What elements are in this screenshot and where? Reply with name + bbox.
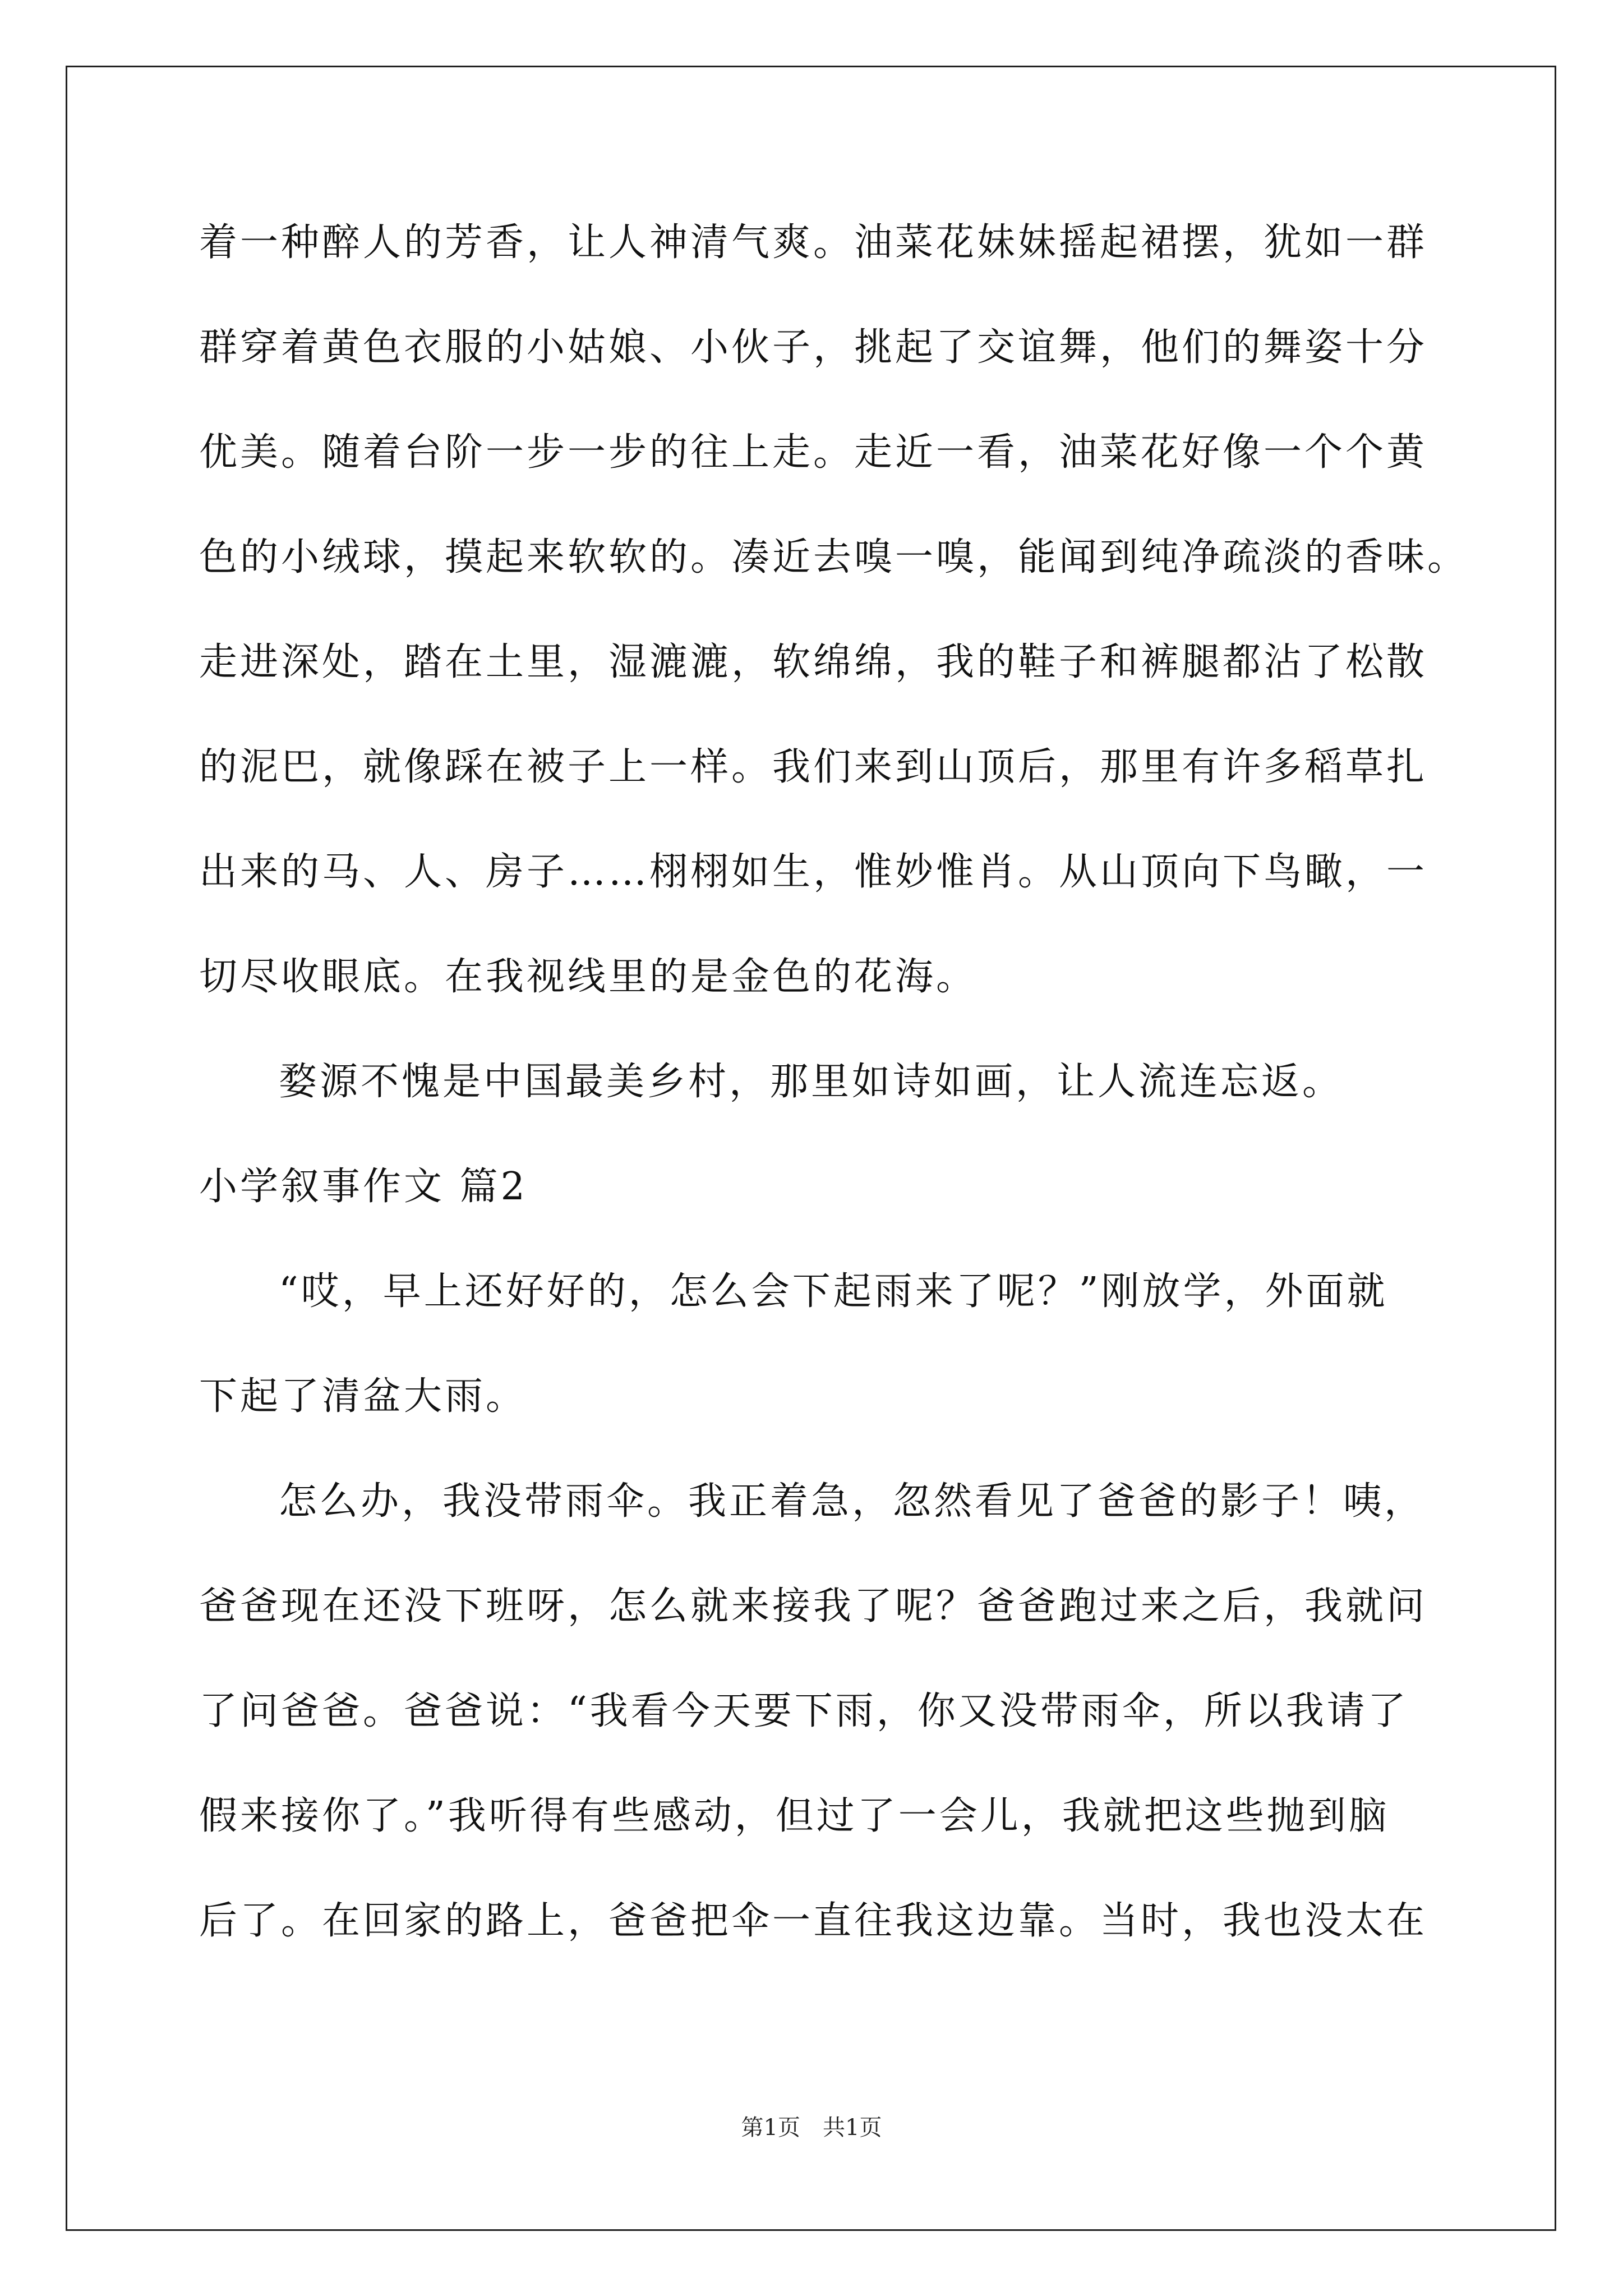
text-line: 着一种醉人的芳香，让人神清气爽。油菜花妹妹摇起裙摆，犹如一群 [199,220,1428,265]
page-number-footer: 第1页 共1页 [741,2115,882,2141]
text-line: 的泥巴，就像踩在被子上一样。我们来到山顶后，那里有许多稻草扎 [199,745,1428,789]
section-heading: 小学叙事作文 篇2 [199,1165,528,1209]
text-line: 下起了清盆大雨。 [199,1374,527,1419]
text-line: 走进深处，踏在土里，湿漉漉，软绵绵，我的鞋子和裤腿都沾了松散 [199,640,1428,684]
text-line: 假来接你了。”我听得有些感动，但过了一会儿，我就把这些抛到脑 [199,1794,1390,1838]
document-body [199,209,1469,1993]
text-line: 了问爸爸。爸爸说：“我看今天要下雨，你又没带雨伞，所以我请了 [199,1689,1409,1733]
text-line: 出来的马、人、房子……栩栩如生，惟妙惟肖。从山顶向下鸟瞰，一 [199,850,1428,894]
text-line: 切尽收眼底。在我视线里的是金色的花海。 [199,955,978,999]
paragraph-first-line: 婺源不愧是中国最美乡村，那里如诗如画，让人流连忘返。 [279,1060,1344,1104]
text-line: 色的小绒球，摸起来软软的。凑近去嗅一嗅，能闻到纯净疏淡的香味。 [199,535,1469,579]
text-line: 后了。在回家的路上，爸爸把伞一直往我这边靠。当时，我也没太在 [199,1899,1428,1943]
text-line: 群穿着黄色衣服的小姑娘、小伙子，挑起了交谊舞，他们的舞姿十分 [199,325,1428,370]
text-line: 爸爸现在还没下班呀，怎么就来接我了呢？爸爸跑过来之后，我就问 [199,1584,1428,1628]
paragraph-first-line: “哎，早上还好好的，怎么会下起雨来了呢？”刚放学，外面就 [279,1269,1388,1314]
text-line: 优美。随着台阶一步一步的往上走。走近一看，油菜花好像一个个黄 [199,430,1428,475]
paragraph-first-line: 怎么办，我没带雨伞。我正着急，忽然看见了爸爸的影子！咦， [279,1479,1426,1524]
